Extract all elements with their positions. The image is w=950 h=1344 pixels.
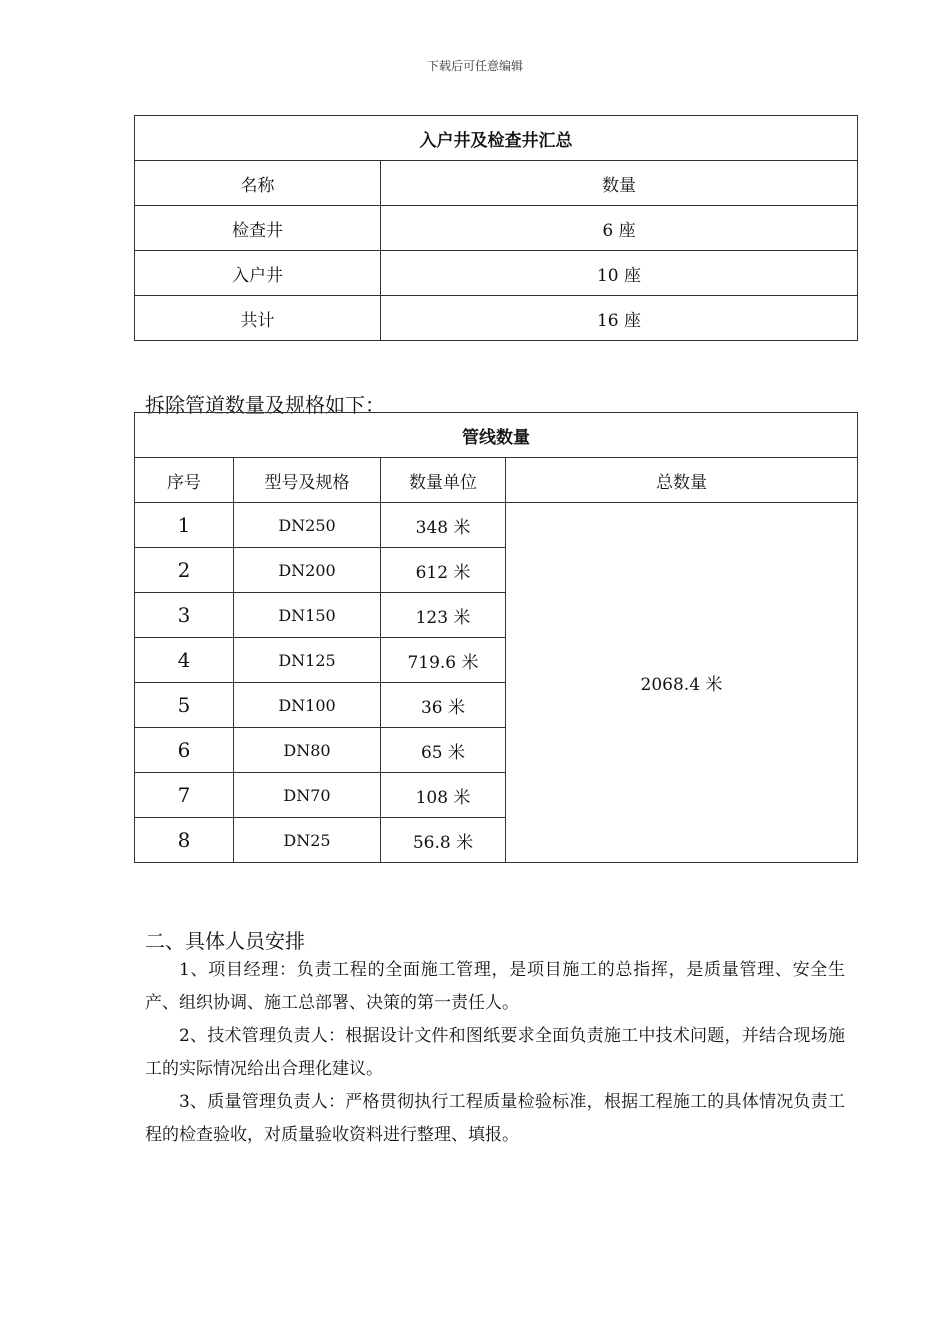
- table-cell: 108 米: [381, 773, 506, 818]
- section-heading: 二、具体人员安排: [145, 929, 305, 953]
- paragraph: 1、项目经理：负责工程的全面施工管理，是项目施工的总指挥，是质量管理、安全生产、组织协调、施工总部署、决策的第一责任人。: [145, 960, 845, 1013]
- table-cell: 719.6 米: [381, 638, 506, 683]
- table-row: [135, 296, 858, 341]
- table-cell: DN200: [234, 548, 381, 593]
- table-cell: DN150: [234, 593, 381, 638]
- column-header: 序号: [135, 458, 234, 503]
- table-cell: 6 座: [381, 206, 858, 251]
- table-row: [135, 251, 858, 296]
- paragraph: 3、质量管理负责人：严格贯彻执行工程质量检验标准，根据工程施工的具体情况负责工程的检查验收，对质量验收资料进行整理、填报。: [145, 1092, 845, 1145]
- table-cell: DN250: [234, 503, 381, 548]
- column-header: 数量: [381, 161, 858, 206]
- table-cell: 8: [135, 818, 234, 863]
- table-cell: 共计: [135, 296, 381, 341]
- table-cell: 检查井: [135, 206, 381, 251]
- staff-arrangement-body: [145, 954, 845, 1152]
- total-quantity-cell: 2068.4 米: [506, 503, 858, 863]
- table-cell: DN100: [234, 683, 381, 728]
- table-cell: 10 座: [381, 251, 858, 296]
- table-cell: 3: [135, 593, 234, 638]
- pipe-intro-text: 拆除管道数量及规格如下：: [145, 393, 385, 417]
- column-header: 总数量: [506, 458, 858, 503]
- table-cell: 1: [135, 503, 234, 548]
- table-cell: 入户井: [135, 251, 381, 296]
- table-cell: 65 米: [381, 728, 506, 773]
- table-header-row: [135, 161, 858, 206]
- table-cell: DN125: [234, 638, 381, 683]
- pipe-table-title: 管线数量: [135, 413, 858, 458]
- table-cell: 2: [135, 548, 234, 593]
- page-header-note: 下载后可任意编辑: [426, 59, 523, 73]
- table-cell: DN25: [234, 818, 381, 863]
- column-header: 数量单位: [381, 458, 506, 503]
- table-cell: 4: [135, 638, 234, 683]
- table-row: [135, 503, 858, 548]
- wells-summary-table: [134, 115, 858, 341]
- column-header: 名称: [135, 161, 381, 206]
- table-cell: 123 米: [381, 593, 506, 638]
- table-cell: DN70: [234, 773, 381, 818]
- table-header-row: [135, 458, 858, 503]
- table-cell: 612 米: [381, 548, 506, 593]
- table-cell: 348 米: [381, 503, 506, 548]
- table-cell: 56.8 米: [381, 818, 506, 863]
- table-cell: 36 米: [381, 683, 506, 728]
- table-cell: 7: [135, 773, 234, 818]
- wells-table-title: 入户井及检查井汇总: [135, 116, 858, 161]
- table-cell: 5: [135, 683, 234, 728]
- pipe-quantity-table: [134, 412, 858, 863]
- table-cell: DN80: [234, 728, 381, 773]
- table-cell: 16 座: [381, 296, 858, 341]
- column-header: 型号及规格: [234, 458, 381, 503]
- paragraph: 2、技术管理负责人：根据设计文件和图纸要求全面负责施工中技术问题，并结合现场施工的实际情况给出合理化建议。: [145, 1026, 845, 1079]
- table-cell: 6: [135, 728, 234, 773]
- table-row: [135, 206, 858, 251]
